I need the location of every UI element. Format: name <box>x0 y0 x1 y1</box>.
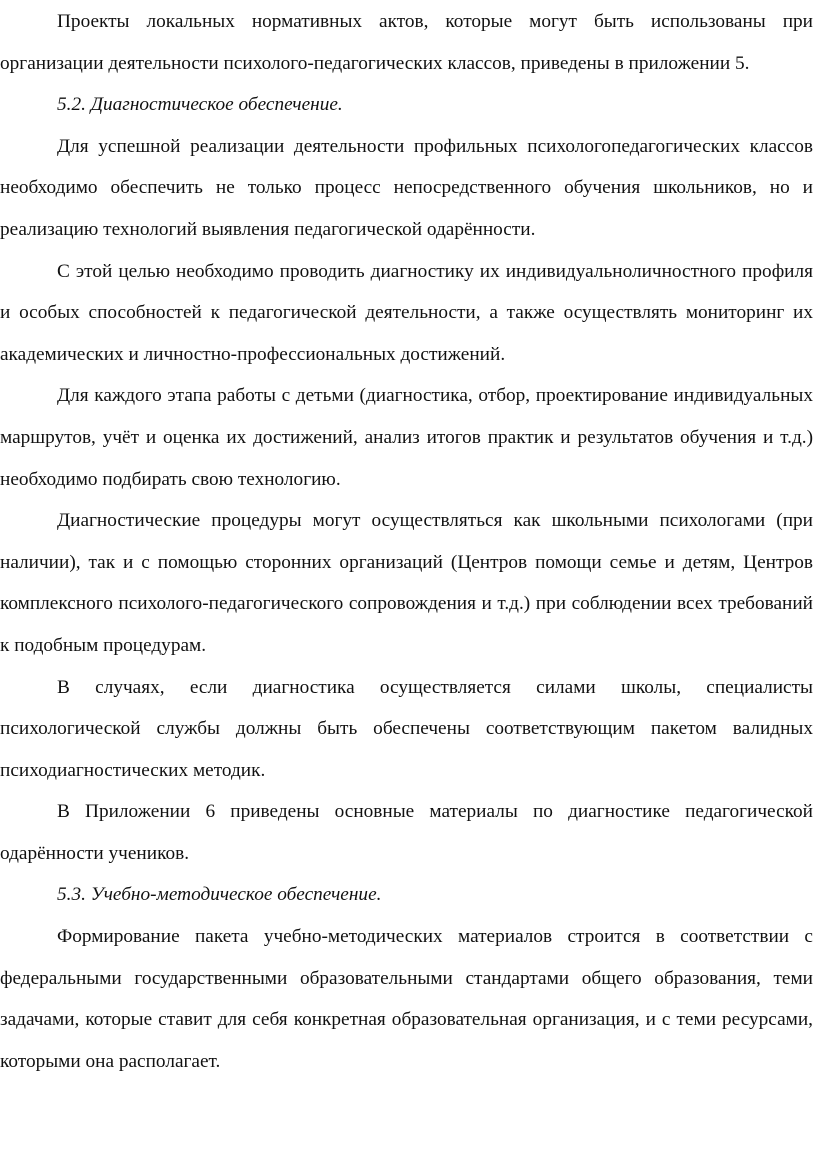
paragraph-school-psychological-service: В случаях, если диагностика осуществляется силами школы, специалисты психологической службы должны быть обеспечены соответствующим пакетом валидных психодиагностических методик. <box>0 676 813 781</box>
section-heading-methodological-support: 5.3. Учебно-методическое обеспечение. <box>57 884 382 906</box>
section-heading-diagnostic-support: 5.2. Диагностическое обеспечение. <box>57 94 343 116</box>
paragraph-work-stages: Для каждого этапа работы с детьми (диагностика, отбор, проектирование индивидуальных маршрутов, учёт и оценка их достижений, анализ итогов практик и результатов обучения и т.д.) необходимо подбирать свою технологию. <box>0 385 813 490</box>
paragraph-appendix-6: В Приложении 6 приведены основные материалы по диагностике педагогической одарённости учеников. <box>0 801 813 864</box>
document-page <box>0 1 816 1175</box>
paragraph-diagnostic-procedures: Диагностические процедуры могут осуществляться как школьными психологами (при наличии), так и с помощью сторонних организаций (Центров помощи семье и детям, Центров комплексного психолого-педагогического сопровождения и т.д.) при соблюдении всех требований к подобным процедурам. <box>0 510 813 656</box>
paragraph-successful-implementation: Для успешной реализации деятельности профильных психологопедагогических классов необходимо обеспечить не только процесс непосредственного обучения школьников, но и реализацию технологий выявления педагогической одарённости. <box>0 135 813 240</box>
paragraph-diagnostic-purpose: С этой целью необходимо проводить диагностику их индивидуальноличностного профиля и особых способностей к педагогической деятельности, а также осуществлять мониторинг их академических и личностно-профессиональных достижений. <box>0 260 813 365</box>
paragraph-local-acts: Проекты локальных нормативных актов, которые могут быть использованы при организации деятельности психолого-педагогических классов, приведены в приложении 5. <box>0 11 813 74</box>
paragraph-materials-package: Формирование пакета учебно-методических материалов строится в соответствии с федеральными государственными образовательными стандартами общего образования, теми задачами, которые ставит для себя конкретная образовательная организация, и с теми ресурсами, которыми она располагает. <box>0 926 813 1072</box>
